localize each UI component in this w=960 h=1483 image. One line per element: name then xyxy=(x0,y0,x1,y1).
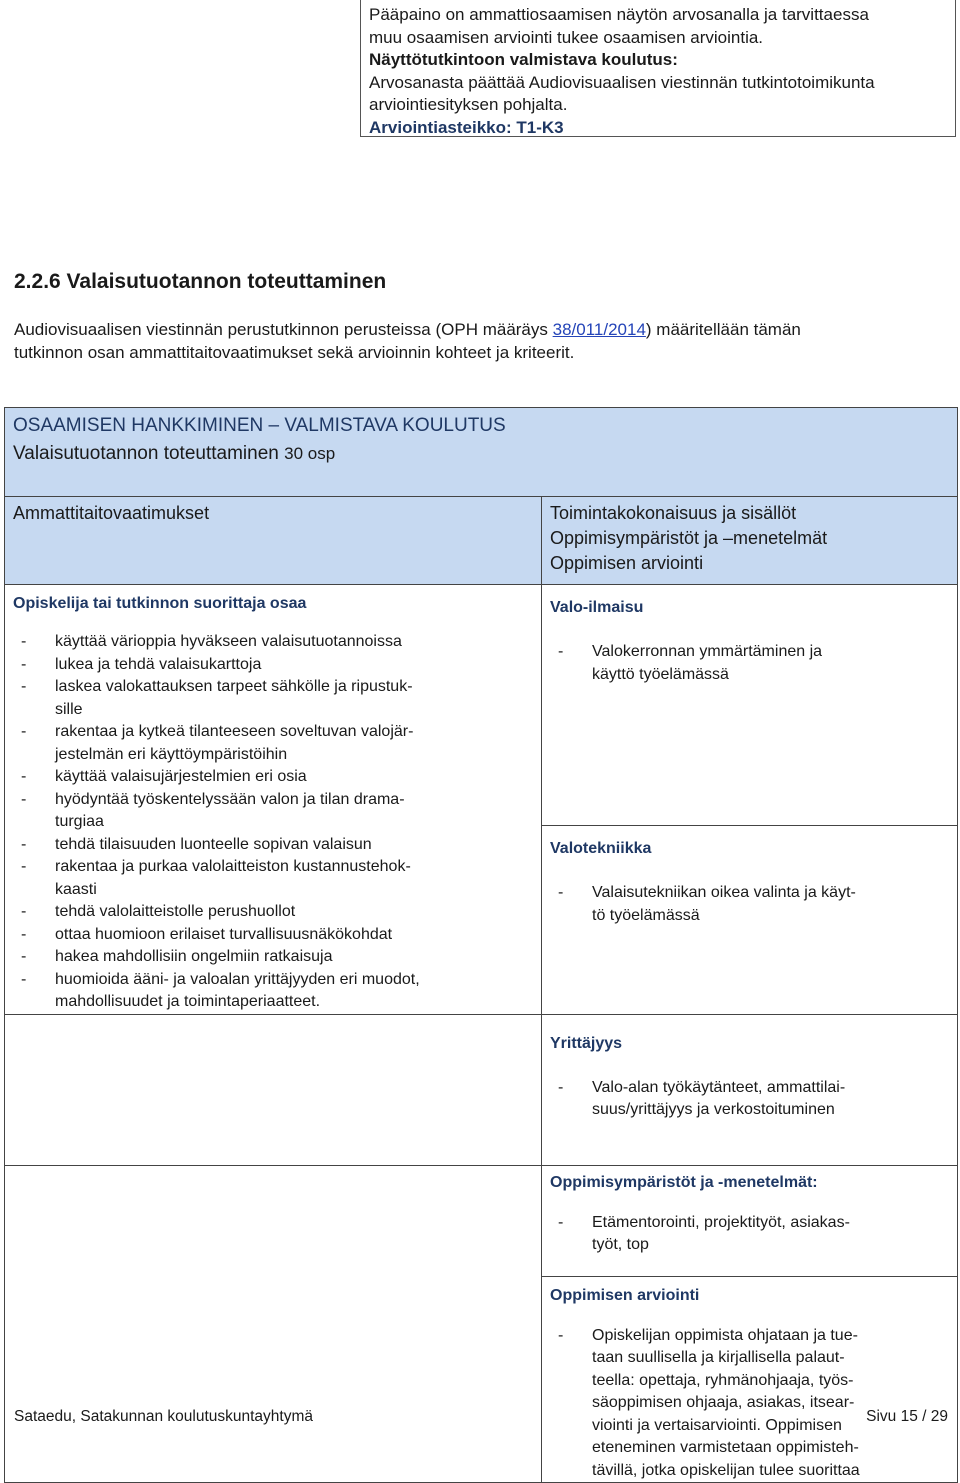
list-item-text: turgiaa xyxy=(55,813,104,830)
list-item xyxy=(0,946,533,969)
module-title xyxy=(13,439,949,469)
list-item-text: ottaa huomioon erilaiset turvallisuusnäkökohdat xyxy=(55,925,393,943)
content-label: Valo-ilmaisu xyxy=(550,599,644,616)
list-item-text: - rakentaa ja purkaa valolaitteiston kustannustehok- xyxy=(55,858,411,875)
methods-label: Oppimisympäristöt ja -menetelmät: xyxy=(550,1173,818,1191)
list-item xyxy=(0,676,533,721)
column-header-label: Oppimisen arviointi xyxy=(550,553,704,573)
empty-cell xyxy=(5,1014,542,1165)
assessment-note-box xyxy=(360,0,956,137)
intro-text: ) määritellään tämän xyxy=(645,320,801,339)
intro-line-2: tutkinnon osan ammattitaitovaatimukset sekä arvioinnin kohteet ja kriteerit. xyxy=(14,343,575,362)
content-cell xyxy=(542,1014,958,1165)
note-heading: Näyttötutkintoon valmistava koulutus: xyxy=(369,50,678,69)
list-item-text: taan suullisella ja kirjallisella palaut- xyxy=(592,1349,845,1366)
content-label: Yrittäjyys xyxy=(550,1034,623,1052)
list-item xyxy=(0,924,533,947)
content-list xyxy=(522,882,947,927)
list-item-text: - laskea valokattauksen tarpeet sähkölle ja ripustuk- xyxy=(55,678,413,695)
regulation-link[interactable]: 38/011/2014 xyxy=(552,320,646,339)
note-line: muu osaamisen arviointi tukee osaamisen arviointia. xyxy=(369,27,764,47)
empty-cell xyxy=(5,1165,542,1483)
content-block xyxy=(542,1015,957,1122)
requirements-list xyxy=(0,631,533,1014)
list-item-text: eteneminen varmistetaan oppimisteh- xyxy=(592,1439,859,1456)
list-item-text: tävillä, jotka opiskelijan tulee suorittaa xyxy=(592,1461,860,1479)
list-item xyxy=(0,654,533,677)
table-title: OSAAMISEN HANKKIMINEN – VALMISTAVA KOULUTUS xyxy=(13,415,506,436)
list-item xyxy=(0,789,533,834)
list-item-text: tehdä tilaisuuden luonteelle sopivan valaisun xyxy=(55,835,372,853)
assessment-cell xyxy=(542,1276,958,1483)
curriculum-table xyxy=(4,407,958,1483)
footer-organization: Sataedu, Satakunnan koulutuskuntayhtymä xyxy=(14,1408,314,1425)
list-item-text: - rakentaa ja kytkeä tilanteeseen soveltuvan valojär- xyxy=(55,723,414,740)
content-label: Valotekniikka xyxy=(550,840,652,858)
column-header-label: Oppimisympäristöt ja –menetelmät xyxy=(550,528,828,548)
assessment-scale: Arviointiasteikko: T1-K3 xyxy=(369,117,564,137)
intro-line-1 xyxy=(14,318,934,341)
list-item-text: jestelmän eri käyttöympäristöihin xyxy=(55,745,288,763)
content-block xyxy=(542,826,957,927)
list-item xyxy=(0,631,533,654)
list-item xyxy=(522,641,947,686)
list-item-text: - hyödyntää työskentelyssään valon ja tilan drama- xyxy=(55,790,405,808)
list-item xyxy=(522,1077,947,1122)
list-item-text: - Etämentorointi, projektityöt, asiakas- xyxy=(592,1213,850,1231)
column-header-left xyxy=(5,497,542,585)
column-header-label: Ammattitaitovaatimukset xyxy=(13,503,210,523)
list-item-text: tö työelämässä xyxy=(592,906,700,924)
page-number: Sivu 15 / 29 xyxy=(866,1408,948,1425)
list-item-text: hakea mahdollisiin ongelmiin ratkaisuja xyxy=(55,948,333,965)
column-header-right xyxy=(542,497,958,585)
content-block xyxy=(542,1166,957,1257)
credits: 30 osp xyxy=(284,444,336,463)
requirements-cell xyxy=(5,585,542,1015)
methods-list xyxy=(522,1212,947,1257)
assessment-list xyxy=(522,1325,947,1483)
list-item-text: käyttö työelämässä xyxy=(592,665,729,683)
note-line: Arvosanasta päättää Audiovisuaalisen viestinnän tutkintotoimikunta xyxy=(369,72,875,92)
list-item-text: - Valo-alan työkäytänteet, ammattilai- xyxy=(592,1078,846,1096)
list-item-text: säoppimisen ohjaaja, asiakas, itsear- xyxy=(592,1394,855,1411)
list-item-text: - Opiskelijan oppimista ohjataan ja tue- xyxy=(592,1326,858,1344)
list-item-text: käyttää värioppia hyväkseen valaisutuotannoissa xyxy=(55,633,402,650)
list-item-text: - Valokerronnan ymmärtäminen ja xyxy=(592,643,823,660)
intro-text: Audiovisuaalisen viestinnän perustutkinnon perusteissa (OPH määräys xyxy=(14,320,553,339)
list-item-text: tehdä valolaitteistolle perushuollot xyxy=(55,903,296,920)
list-item-text: lukea ja tehdä valaisukarttoja xyxy=(55,655,262,673)
content-block xyxy=(542,1277,957,1483)
list-item-text: sille xyxy=(55,700,83,718)
list-item-text: - Valaisutekniikan oikea valinta ja käyt- xyxy=(592,884,856,902)
list-item-text: suus/yrittäjyys ja verkostoituminen xyxy=(592,1101,835,1118)
table-title-cell xyxy=(5,408,958,497)
list-item-text: kaasti xyxy=(55,880,97,898)
list-item xyxy=(522,1212,947,1257)
list-item xyxy=(0,901,533,924)
content-list xyxy=(522,1077,947,1122)
section-title: 2.2.6 Valaisutuotannon toteuttaminen xyxy=(14,270,387,293)
assessment-label: Oppimisen arviointi xyxy=(550,1286,700,1304)
note-line: arviointiesityksen pohjalta. xyxy=(369,95,568,114)
list-item xyxy=(0,766,533,789)
content-cell xyxy=(542,826,958,1014)
list-item-text: käyttää valaisujärjestelmien eri osia xyxy=(55,768,307,785)
list-item-text: teella: opettaja, ryhmänohjaaja, työs- xyxy=(592,1371,854,1389)
list-item-text: mahdollisuudet ja toimintaperiaatteet. xyxy=(55,993,321,1010)
list-item xyxy=(0,969,533,1014)
list-item-text: viointi ja vertaisarviointi. Oppimisen xyxy=(592,1416,842,1434)
intro-paragraph xyxy=(14,318,934,364)
content-cell xyxy=(542,585,958,826)
module-name: Valaisutuotannon toteuttaminen xyxy=(13,443,279,464)
column-header-label: Toimintakokonaisuus ja sisällöt xyxy=(550,503,797,523)
list-item-text: - huomioida ääni- ja valoalan yrittäjyyden eri muodot, xyxy=(55,970,420,988)
list-item xyxy=(0,856,533,901)
list-item xyxy=(0,834,533,857)
list-item xyxy=(0,721,533,766)
content-block xyxy=(542,585,957,686)
methods-cell xyxy=(542,1165,958,1276)
content-list xyxy=(522,641,947,686)
note-line: Pääpaino on ammattiosaamisen näytön arvosanalla ja tarvittaessa xyxy=(369,5,869,24)
list-item xyxy=(522,882,947,927)
list-item-text: työt, top xyxy=(592,1236,649,1253)
list-item xyxy=(522,1325,947,1483)
requirements-heading: Opiskelija tai tutkinnon suorittaja osaa xyxy=(13,595,307,612)
